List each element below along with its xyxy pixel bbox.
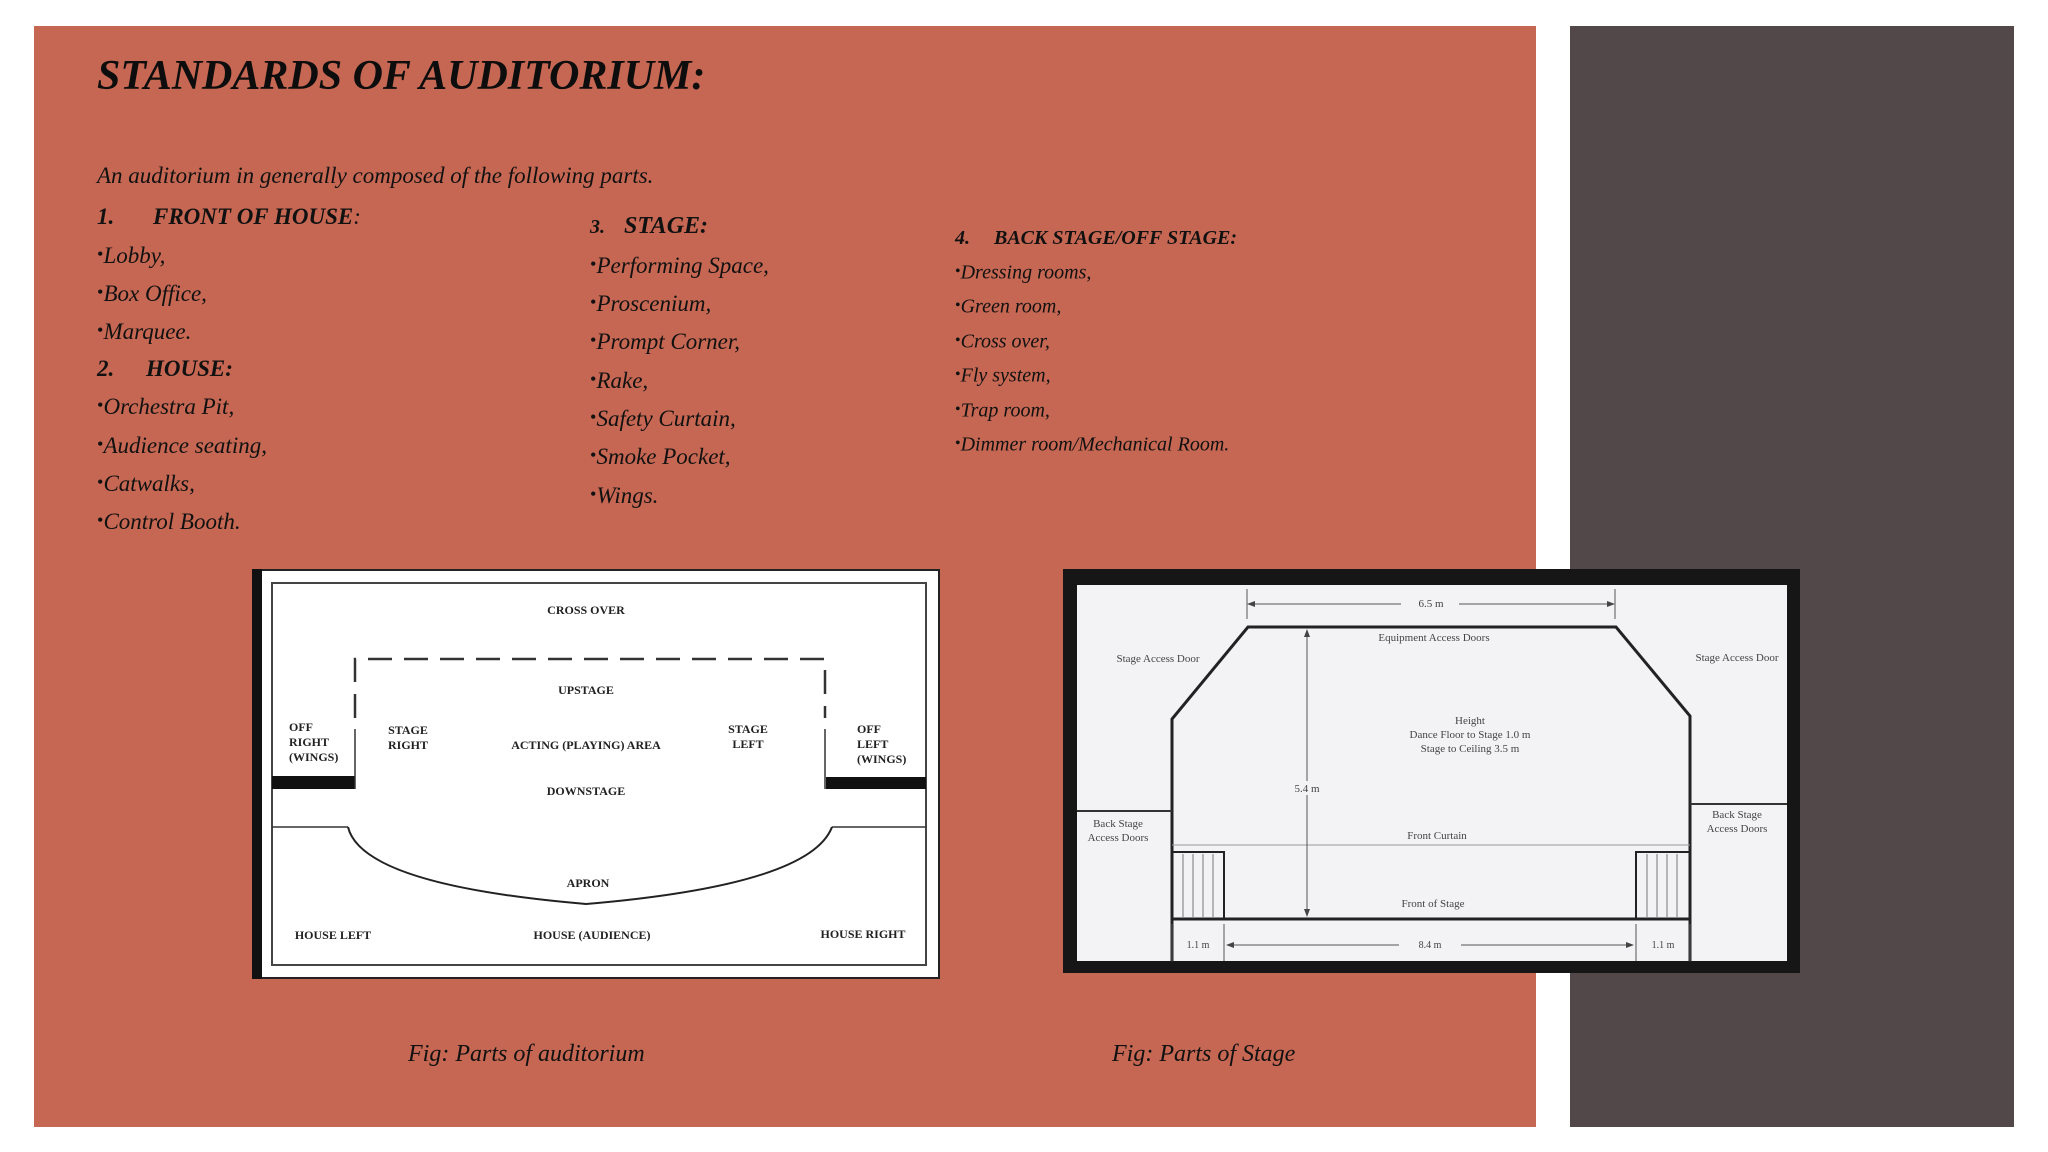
label-stage-access-door-right: Stage Access Door	[1695, 652, 1779, 664]
label-apron: APRON	[566, 876, 610, 890]
label-house-right: HOUSE RIGHT	[820, 927, 906, 941]
list-item: • Audience seating,	[97, 426, 361, 464]
section-heading-house: 2. HOUSE:	[97, 355, 233, 381]
list-item: • Smoke Pocket,	[590, 437, 769, 475]
svg-text:Stage to Ceiling 3.5 m: Stage to Ceiling 3.5 m	[1420, 743, 1520, 755]
label-height: Height	[1455, 715, 1485, 727]
label-depth: 5.4 m	[1294, 783, 1320, 795]
label-back-stage-left: Back Stage	[1093, 818, 1143, 830]
svg-text:Dance Floor to Stage 1.0 m: Dance Floor to Stage 1.0 m	[1409, 729, 1531, 741]
label-stage-right: STAGE	[388, 723, 428, 737]
label-dim-left: 1.1 m	[1186, 940, 1210, 951]
label-house-left: HOUSE LEFT	[294, 928, 372, 942]
list-item: • Control Booth.	[97, 502, 361, 540]
label-front-of-stage: Front of Stage	[1401, 898, 1465, 910]
section-heading-stage: 3. STAGE:	[590, 213, 709, 239]
label-back-stage-right: Back Stage	[1712, 809, 1762, 821]
section-heading-back-stage: 4. BACK STAGE/OFF STAGE:	[955, 227, 1238, 249]
column-back-stage	[955, 222, 1237, 461]
label-dim-center: 8.4 m	[1418, 940, 1442, 951]
column-front-and-house	[97, 199, 361, 541]
svg-text:Access Doors: Access Doors	[1706, 823, 1768, 835]
list-item: • Box Office,	[97, 274, 361, 312]
list-item: • Wings.	[590, 476, 769, 514]
caption-figure-2: Fig: Parts of Stage	[1112, 1041, 1296, 1067]
caption-figure-1: Fig: Parts of auditorium	[408, 1041, 645, 1067]
list-item: • Rake,	[590, 361, 769, 399]
label-dim-right: 1.1 m	[1651, 940, 1675, 951]
list-item: • Orchestra Pit,	[97, 387, 361, 425]
list-item: • Lobby,	[97, 236, 361, 274]
label-equipment-doors: Equipment Access Doors	[1378, 632, 1490, 644]
svg-text:LEFT: LEFT	[732, 737, 764, 751]
list-item: • Catwalks,	[97, 464, 361, 502]
svg-text:LEFT: LEFT	[857, 737, 889, 751]
list-item: • Safety Curtain,	[590, 399, 769, 437]
list-item: • Dimmer room/Mechanical Room.	[955, 427, 1237, 461]
label-upstage: UPSTAGE	[558, 683, 614, 697]
label-off-right: OFF	[289, 720, 313, 734]
svg-text:RIGHT: RIGHT	[289, 735, 330, 749]
svg-text:(WINGS): (WINGS)	[289, 750, 339, 764]
label-cross-over: CROSS OVER	[547, 603, 625, 617]
svg-text:Access Doors: Access Doors	[1087, 832, 1149, 844]
list-item: • Performing Space,	[590, 246, 769, 284]
list-item: • Cross over,	[955, 324, 1237, 358]
label-stage-left: STAGE	[728, 722, 768, 736]
list-item: • Marquee.	[97, 312, 361, 350]
svg-text:(WINGS): (WINGS)	[857, 752, 907, 766]
slide-title: STANDARDS OF AUDITORIUM:	[97, 53, 706, 99]
list-item: • Dressing rooms,	[955, 255, 1237, 289]
label-house-audience: HOUSE (AUDIENCE)	[533, 928, 651, 942]
label-off-left: OFF	[857, 722, 881, 736]
stage-plan-diagram	[1063, 569, 1800, 973]
section-heading-front-of-house: 1. FRONT OF HOUSE:	[97, 204, 361, 229]
intro-text: An auditorium in generally composed of the following parts.	[97, 163, 654, 188]
auditorium-diagram	[252, 569, 940, 979]
list-item: • Trap room,	[955, 393, 1237, 427]
label-width-top: 6.5 m	[1418, 598, 1444, 610]
label-downstage: DOWNSTAGE	[546, 784, 626, 798]
svg-text:RIGHT: RIGHT	[387, 738, 429, 752]
label-acting-area: ACTING (PLAYING) AREA	[511, 738, 661, 752]
list-item: • Proscenium,	[590, 284, 769, 322]
label-stage-access-door-left: Stage Access Door	[1116, 653, 1200, 665]
column-stage	[590, 208, 769, 514]
list-item: • Prompt Corner,	[590, 322, 769, 360]
list-item: • Green room,	[955, 289, 1237, 323]
list-item: • Fly system,	[955, 358, 1237, 392]
label-front-curtain: Front Curtain	[1407, 830, 1467, 842]
